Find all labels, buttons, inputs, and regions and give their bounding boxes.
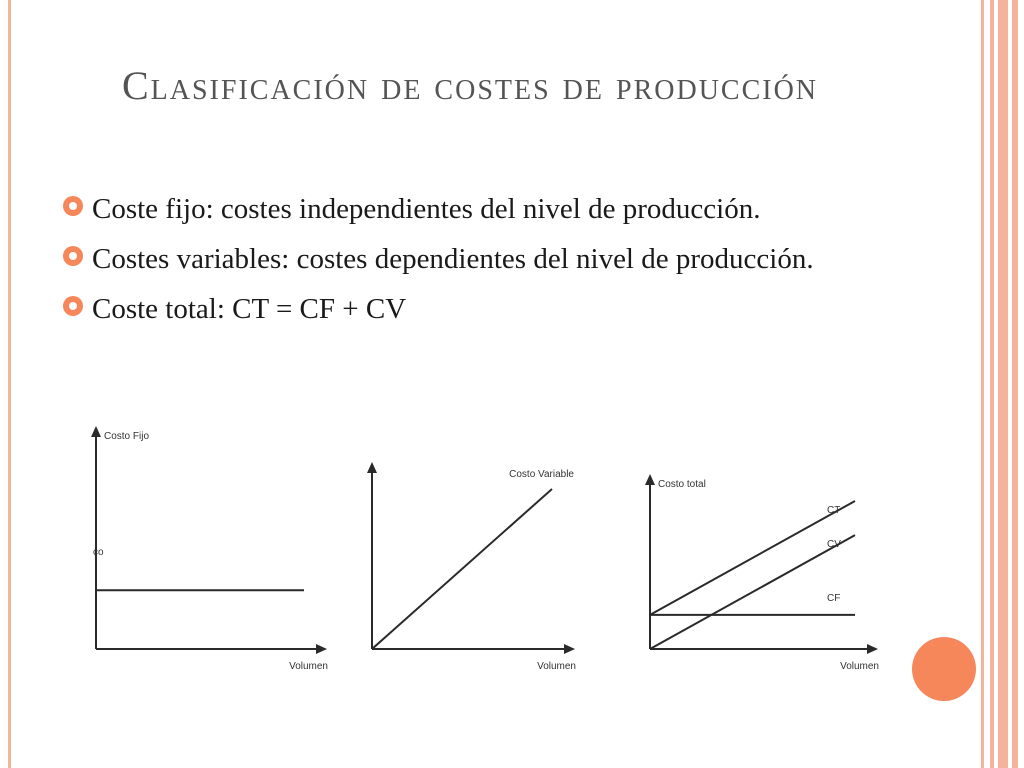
series-line [372, 489, 552, 649]
x-axis-arrow-icon [564, 644, 575, 654]
chart-title: Costo Variable [509, 469, 574, 480]
x-axis-arrow-icon [316, 644, 327, 654]
slide-title: Clasificación de costes de producción [121, 63, 819, 108]
y-axis-label: Costo total [658, 479, 706, 490]
series-label: CT [827, 505, 841, 516]
bullet-text: Coste fijo: costes independientes del nivel de producción. [92, 193, 761, 225]
series-label: CV [827, 539, 841, 551]
x-axis-label: Volumen [537, 661, 576, 672]
y-axis-arrow-icon [367, 462, 377, 473]
decorative-circle [912, 637, 976, 701]
y-axis-label: Costo Fijo [104, 431, 150, 442]
y-tick-label: co [93, 547, 104, 558]
bullet-text: Coste total: CT = CF + CV [92, 293, 407, 325]
series-line [650, 535, 855, 649]
y-axis-arrow-icon [91, 426, 101, 437]
bullet-text: Costes variables: costes dependientes del nivel de producción. [92, 243, 814, 275]
x-axis-label: Volumen [840, 661, 879, 672]
series-line [650, 501, 855, 615]
x-axis-label: Volumen [289, 661, 328, 672]
y-axis-arrow-icon [645, 474, 655, 485]
x-axis-arrow-icon [867, 644, 878, 654]
series-label: CF [827, 592, 841, 604]
